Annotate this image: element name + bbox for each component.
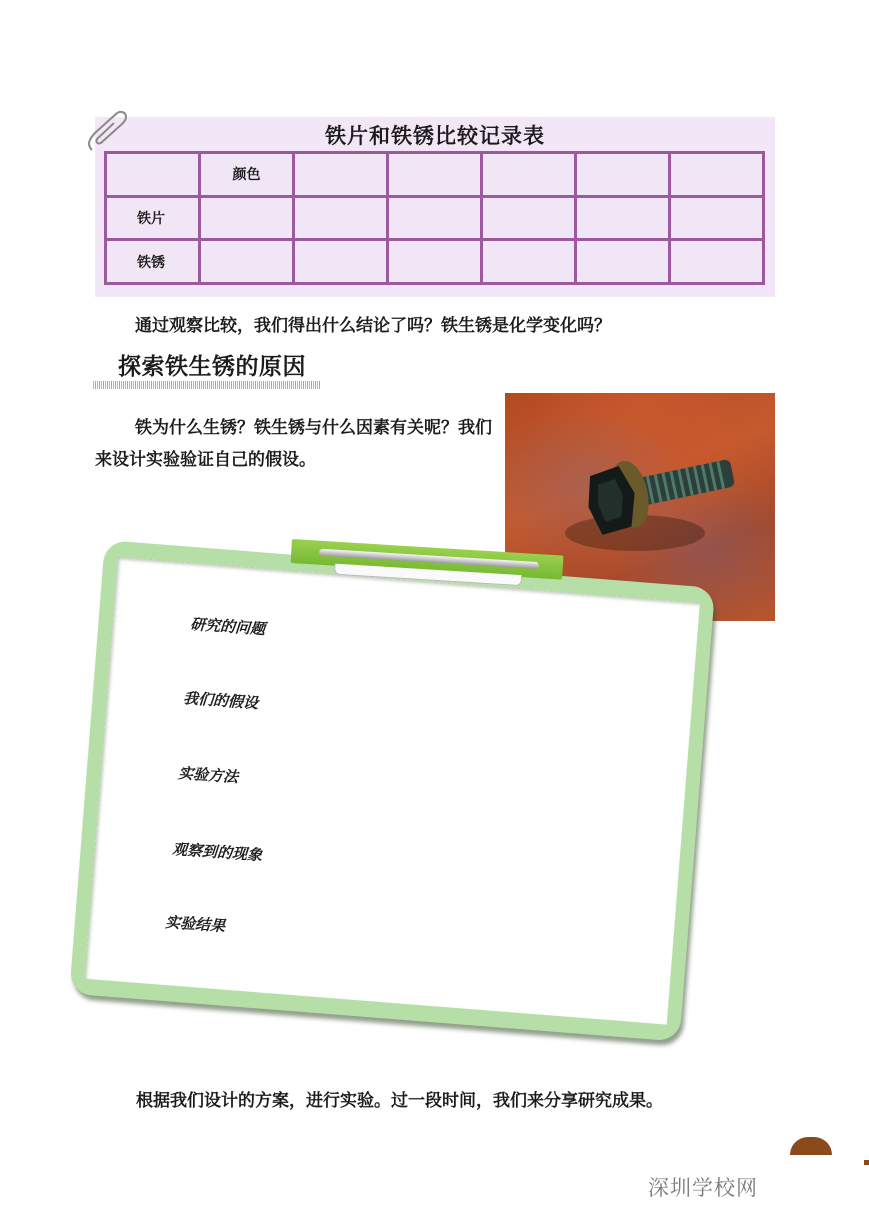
clipboard-sheet bbox=[85, 557, 700, 1025]
table-cell[interactable] bbox=[388, 196, 482, 240]
table-cell[interactable] bbox=[482, 240, 576, 284]
label-research-question: 研究的问题 bbox=[189, 614, 266, 639]
question-text: 通过观察比较，我们得出什么结论了吗？铁生锈是化学变化吗？ bbox=[135, 316, 611, 336]
table-cell[interactable] bbox=[576, 196, 670, 240]
table-cell[interactable] bbox=[670, 240, 764, 284]
decorative-shape bbox=[790, 1137, 832, 1155]
row-label: 铁锈 bbox=[106, 240, 200, 284]
intro-text: 铁为什么生锈？铁生锈与什么因素有关呢？我们来设计实验验证自己的假设。 bbox=[95, 418, 492, 470]
label-method: 实验方法 bbox=[177, 763, 239, 787]
table-cell[interactable] bbox=[106, 153, 200, 197]
label-observations: 观察到的现象 bbox=[171, 839, 263, 865]
intro-paragraph bbox=[95, 412, 495, 476]
label-hypothesis: 我们的假设 bbox=[182, 688, 259, 713]
row-label: 铁片 bbox=[106, 196, 200, 240]
table-cell[interactable] bbox=[482, 153, 576, 197]
decorative-dot bbox=[864, 1160, 869, 1165]
clipboard-frame bbox=[69, 540, 715, 1042]
table-cell[interactable] bbox=[388, 153, 482, 197]
table-row bbox=[106, 196, 764, 240]
conclusion-text: 根据我们设计的方案，进行实验。过一段时间，我们来分享研究成果。 bbox=[136, 1091, 663, 1111]
table-cell[interactable] bbox=[294, 196, 388, 240]
record-table-title: 铁片和铁锈比较记录表 bbox=[325, 123, 545, 148]
section-divider bbox=[93, 381, 320, 389]
table-cell[interactable] bbox=[576, 153, 670, 197]
table-cell[interactable] bbox=[200, 240, 294, 284]
table-cell[interactable] bbox=[294, 153, 388, 197]
label-results: 实验结果 bbox=[164, 912, 226, 936]
section-title: 探索铁生锈的原因 bbox=[118, 354, 306, 380]
table-header-color: 颜色 bbox=[200, 153, 294, 197]
table-row bbox=[106, 240, 764, 284]
table-cell[interactable] bbox=[200, 196, 294, 240]
table-cell[interactable] bbox=[670, 196, 764, 240]
table-header-row bbox=[106, 153, 764, 197]
table-cell[interactable] bbox=[670, 153, 764, 197]
table-cell[interactable] bbox=[576, 240, 670, 284]
table-cell[interactable] bbox=[482, 196, 576, 240]
table-cell[interactable] bbox=[294, 240, 388, 284]
table-cell[interactable] bbox=[388, 240, 482, 284]
watermark: 深圳学校网 bbox=[648, 1176, 758, 1200]
record-table bbox=[104, 151, 765, 285]
